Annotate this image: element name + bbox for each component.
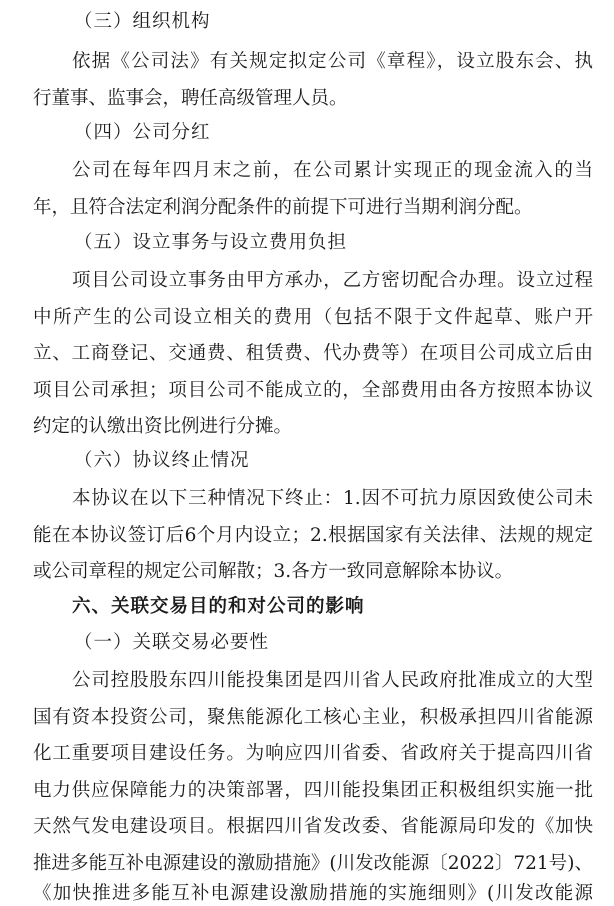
paragraph-line: 公司在每年四月末之前，在公司累计实现正的现金流入的当 [72,160,593,181]
paragraph-line: 《加快推进多能互补电源建设激励措施的实施细则》(川发改能源 [33,883,593,904]
paragraph-line: 推进多能互补电源建设的激励措施》(川发改能源〔2022〕721号)、 [33,853,593,874]
paragraph-line: 项目公司承担；项目公司不能成立的，全部费用由各方按照本协议 [33,380,593,401]
paragraph-line: 天然气发电建设项目。根据四川省发改委、省能源局印发的《加快 [33,816,593,837]
paragraph-line: 约定的认缴出资比例进行分摊。 [33,416,293,437]
subheading-dividend: （四）公司分红 [74,122,211,143]
paragraph-line: 中所产生的公司设立相关的费用（包括不限于文件起草、账户开 [33,307,593,328]
paragraph-line: 化工重要项目建设任务。为响应四川省委、省政府关于提高四川省 [33,743,593,764]
paragraph-line: 项目公司设立事务由甲方承办，乙方密切配合办理。设立过程 [72,270,593,291]
paragraph-line: 依据《公司法》有关规定拟定公司《章程》，设立股东会、执 [72,51,593,72]
paragraph-line: 能在本协议签订后6个月内设立；2.根据国家有关法律、法规的规定 [33,525,593,546]
paragraph-line: 国有资本投资公司，聚焦能源化工核心主业，积极承担四川省能源 [33,707,593,728]
paragraph-line: 电力供应保障能力的决策部署，四川能投集团正积极组织实施一批 [33,780,593,801]
paragraph-line: 本协议在以下三种情况下终止：1.因不可抗力原因致使公司未 [72,488,593,509]
subheading-establishment: （五）设立事务与设立费用负担 [74,232,348,253]
subheading-necessity: （一）关联交易必要性 [74,632,270,653]
paragraph-line: 行董事、监事会，聘任高级管理人员。 [33,88,348,109]
section-heading-related-transactions: 六、关联交易目的和对公司的影响 [72,596,365,617]
paragraph-line: 或公司章程的规定公司解散；3.各方一致同意解除本协议。 [33,561,514,582]
paragraph-line: 立、工商登记、交通费、租赁费、代办费等）在项目公司成立后由 [33,343,593,364]
subheading-organization: （三）组织机构 [74,11,211,32]
paragraph-line: 公司控股股东四川能投集团是四川省人民政府批准成立的大型 [72,670,593,691]
paragraph-line: 年，且符合法定利润分配条件的前提下可进行当期利润分配。 [33,197,533,218]
subheading-termination: （六）协议终止情况 [74,450,250,471]
